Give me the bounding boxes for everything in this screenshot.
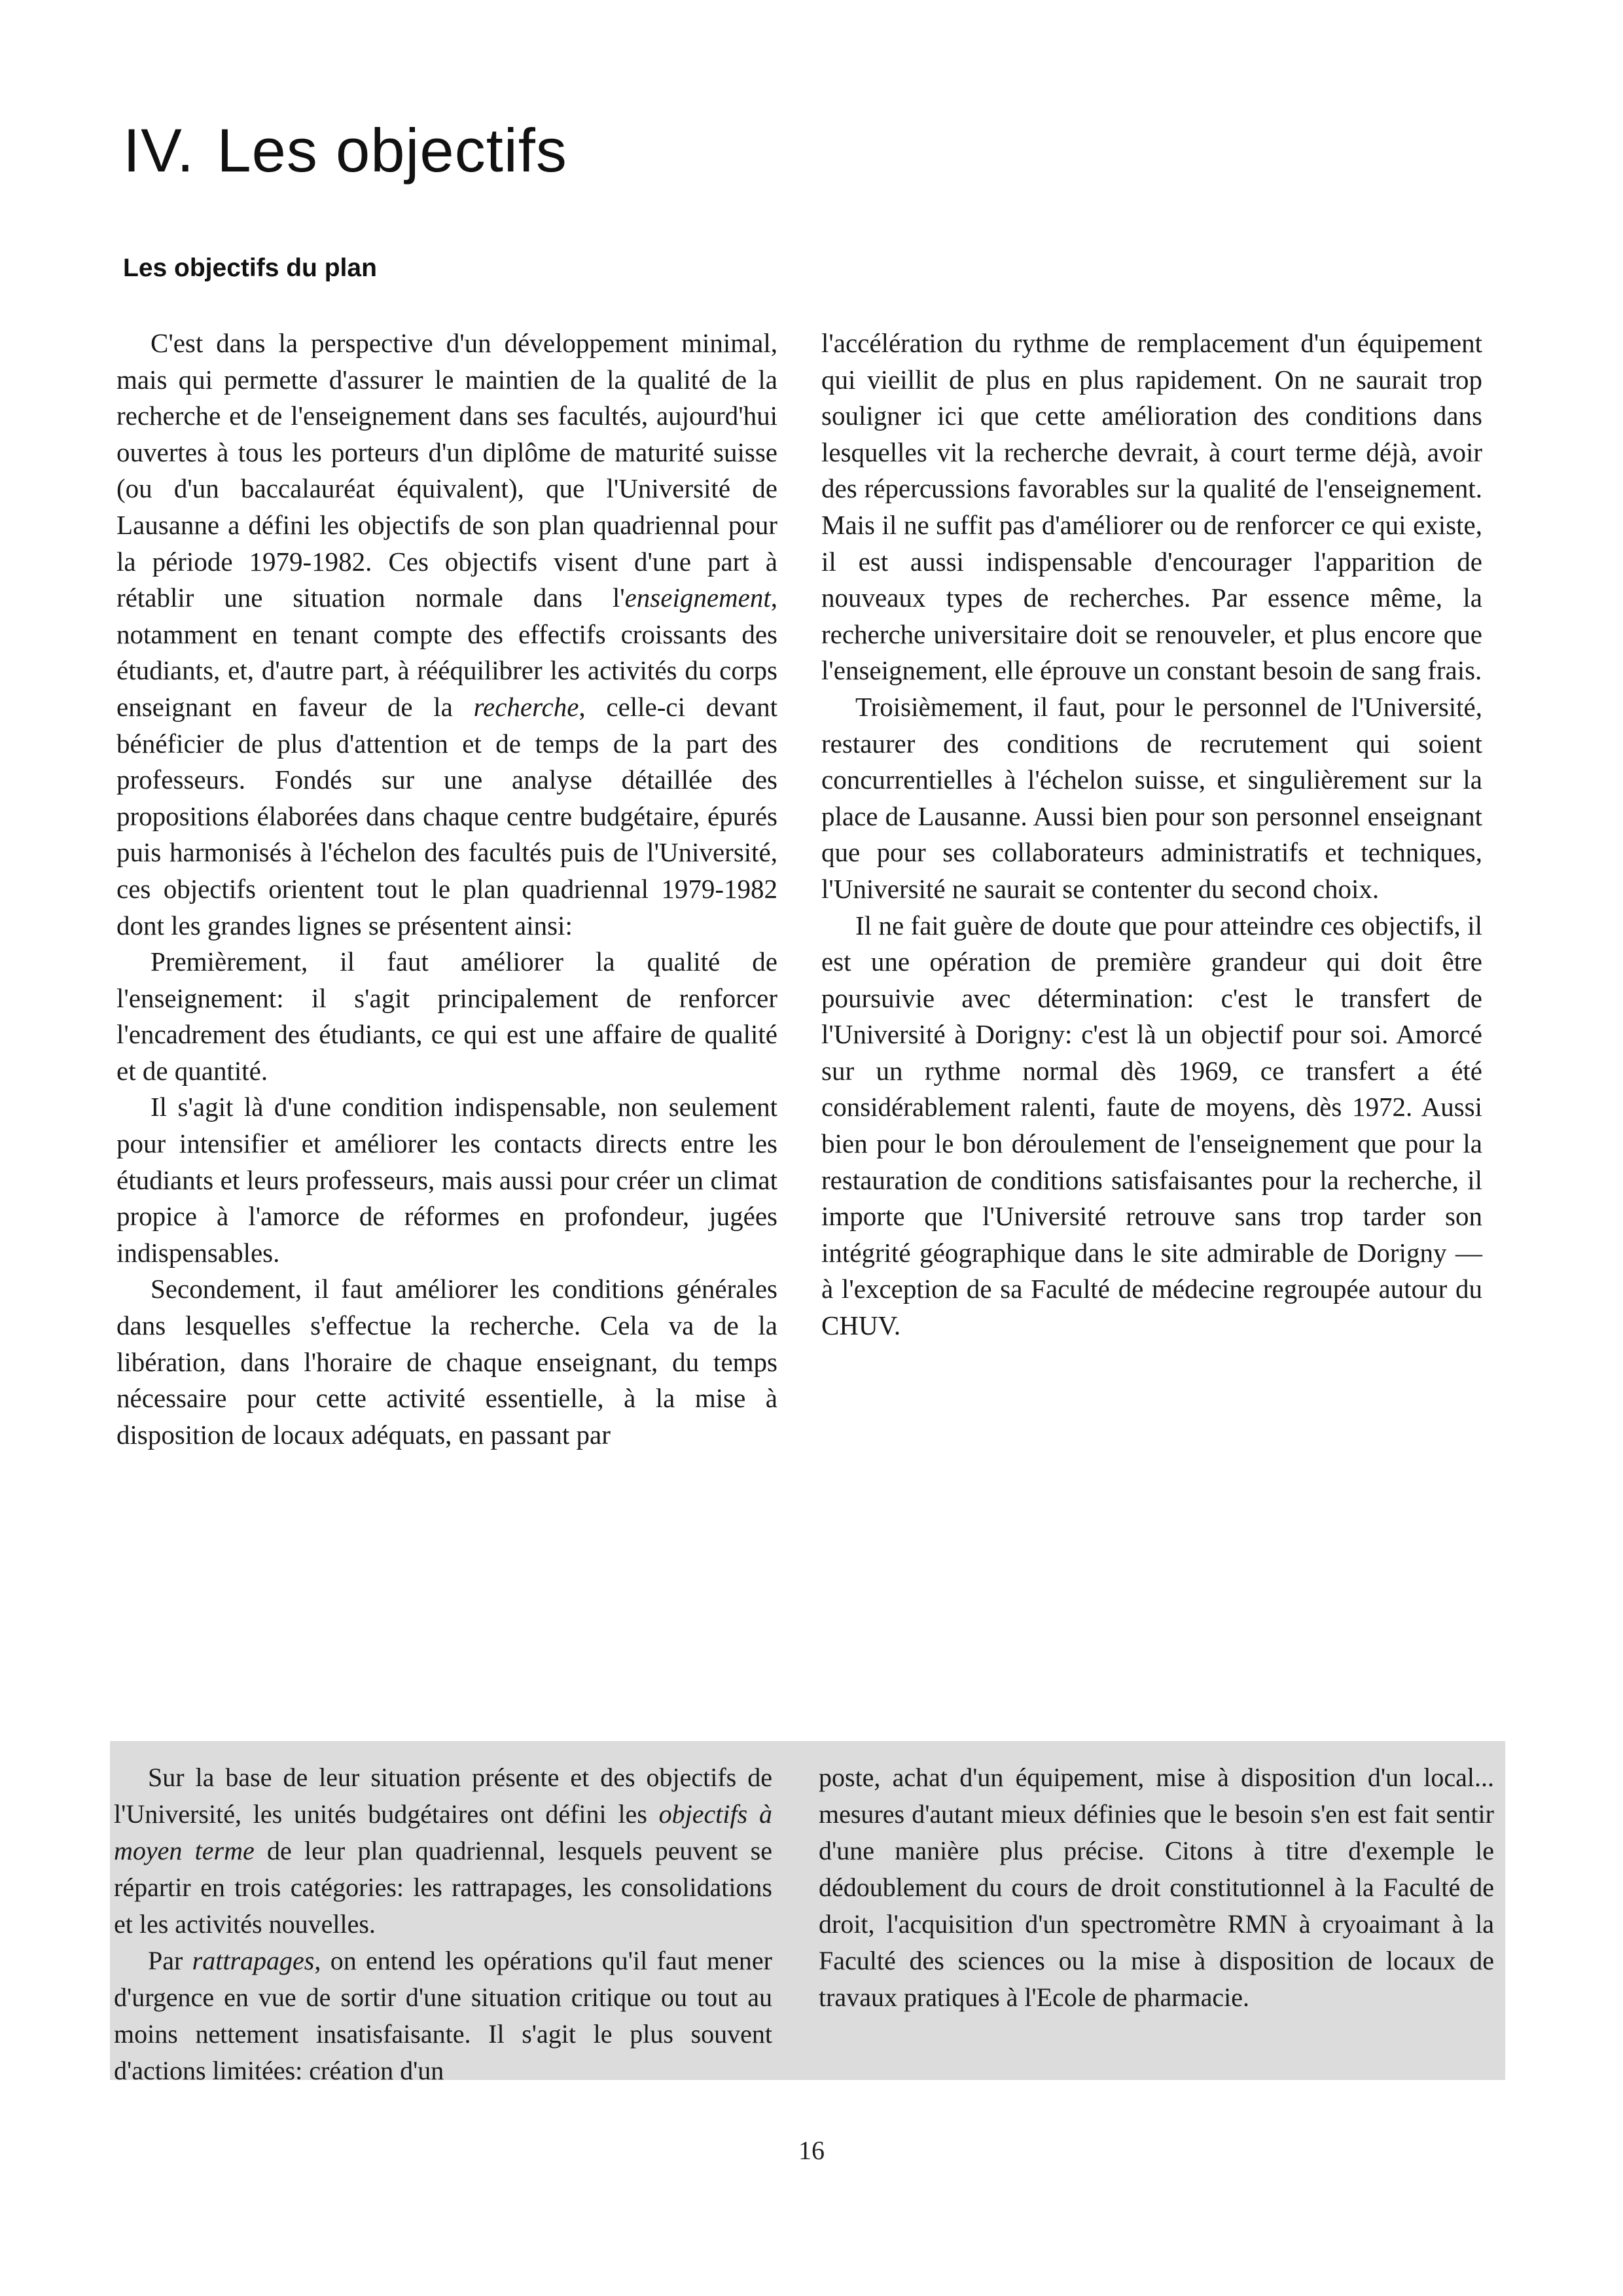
right-column [821, 325, 1482, 1344]
paragraph [114, 1943, 772, 2089]
paragraph [114, 1759, 772, 1943]
chapter-title: Les objectifs [217, 116, 567, 185]
page-number: 16 [798, 2136, 825, 2165]
paragraph: Troisièmement, il faut, pour le personnel de l'Université, restaurer des conditions de recrutement qui soient concurrentielles à l'échelon suisse, et singulièrement sur la place de Lausanne. Aussi bien pour son personnel enseignant que pour ses collaborateurs administratifs et techniques, l'Université ne saurait se contenter du second choix. [821, 691, 1482, 904]
paragraph: Premièrement, il faut améliorer la qualité de l'enseignement: il s'agit principalement de renforcer l'encadrement des étudiants, ce qui est une affaire de qualité et de quantité. [116, 946, 777, 1086]
box-right-column [819, 1759, 1494, 2016]
paragraph-text: C'est dans la perspective d'un développement minimal, mais qui permette d'assurer le maintien de la qualité de la recherche et de l'enseignement dans ses facultés, aujourd'hui ouvertes à tous les porteurs d'un diplôme de maturité suisse (ou d'un baccalauréat équivalent), que l'Université de Lausanne a défini les objectifs de son plan quadriennal pour la période 1979-1982. Ces objectifs visent d'une part à rétablir une situation normale dans l' [116, 328, 777, 613]
page-title [123, 117, 567, 184]
emphasis-text: rattrapages [192, 1946, 315, 1975]
paragraph: Il ne fait guère de doute que pour atteindre ces objectifs, il est une opération de première grandeur qui doit être poursuivie avec détermination: c'est le transfert de l'Université à Dorigny: c'est là un objectif pour soi. Amorcé sur un rythme normal dès 1969, ce transfert a été considérablement ralenti, faute de moyens, dès 1972. Aussi bien pour le bon déroulement de l'enseignement que pour la restauration de conditions satisfaisantes pour la recherche, il importe que l'Université retrouve sans trop tarder son intégrité géographique dans le site admirable de Dorigny — à l'exception de sa Faculté de médecine regroupée autour du CHUV. [821, 910, 1482, 1341]
paragraph-text: , on entend les opérations qu'il faut mener d'urgence en vue de sortir d'une situation critique ou tout au moins nettement insatisfaisante. Il s'agit le plus souvent d'actions limitées: création d'un [114, 1946, 772, 2085]
box-left-column [114, 1759, 772, 2089]
paragraph-text: Sur la base de leur situation présente et des objectifs de l'Université, les unités budgétaires ont défini les [114, 1763, 772, 1829]
paragraph: l'accélération du rythme de remplacement d'un équipement qui vieillit de plus en plus rapidement. On ne saurait trop souligner ici que cette amélioration des conditions dans lesquelles vit la recherche devrait, à court terme déjà, avoir des répercussions favorables sur la qualité de l'enseignement. Mais il ne suffit pas d'améliorer ou de renforcer ce qui existe, il est aussi indispensable d'encourager l'apparition de nouveaux types de recherches. Par essence même, la recherche universitaire doit se renouveler, et plus encore que l'enseignement, elle éprouve un constant besoin de sang frais. [821, 328, 1482, 686]
paragraph-text: de leur plan quadriennal, lesquels peuvent se répartir en trois catégories: les rattrapages, les consolidations et les activités nouvelles. [114, 1836, 772, 1939]
left-column [116, 325, 777, 1453]
chapter-number: IV. [123, 116, 195, 185]
emphasis-text: recherche [473, 691, 579, 722]
emphasis-text: enseignement [624, 583, 771, 613]
paragraph-text: , celle-ci devant bénéficier de plus d'attention et de temps de la part des professeurs. Fondés sur une analyse détaillée des propositions élaborées dans chaque centre budgétaire, épurés puis harmonisés à l'échelon des facultés puis de l'Université, ces objectifs orientent tout le plan quadriennal 1979-1982 dont les grandes lignes se présentent ainsi: [116, 691, 777, 941]
paragraph: poste, achat d'un équipement, mise à disposition d'un local... mesures d'autant mieux définies que le besoin s'en est fait sentir d'une manière plus précise. Citons à titre d'exemple le dédoublement du cours de droit constitutionnel à la Faculté de droit, l'acquisition d'un spectromètre RMN à cryoaimant à la Faculté des sciences ou la mise à disposition de locaux de travaux pratiques à l'Ecole de pharmacie. [819, 1763, 1494, 2012]
section-heading: Les objectifs du plan [123, 254, 377, 282]
paragraph: Secondement, il faut améliorer les conditions générales dans lesquelles s'effectue la recherche. Cela va de la libération, dans l'horaire de chaque enseignant, du temps nécessaire pour cette activité essentielle, à la mise à disposition de locaux adéquats, en passant par [116, 1274, 777, 1450]
summary-box [110, 1741, 1505, 2085]
paragraph-text: Par [148, 1946, 192, 1975]
paragraph-text: , notamment en tenant compte des effectifs croissants des étudiants, et, d'autre part, à rééquilibrer les activités du corps enseignant en faveur de la [116, 583, 777, 722]
paragraph [116, 325, 777, 944]
paragraph: Il s'agit là d'une condition indispensable, non seulement pour intensifier et améliorer les contacts directs entre les étudiants et leurs professeurs, mais aussi pour créer un climat propice à l'amorce de réformes en profondeur, jugées indispensables. [116, 1092, 777, 1268]
emphasis-text: objectifs à moyen terme [114, 1799, 772, 1865]
